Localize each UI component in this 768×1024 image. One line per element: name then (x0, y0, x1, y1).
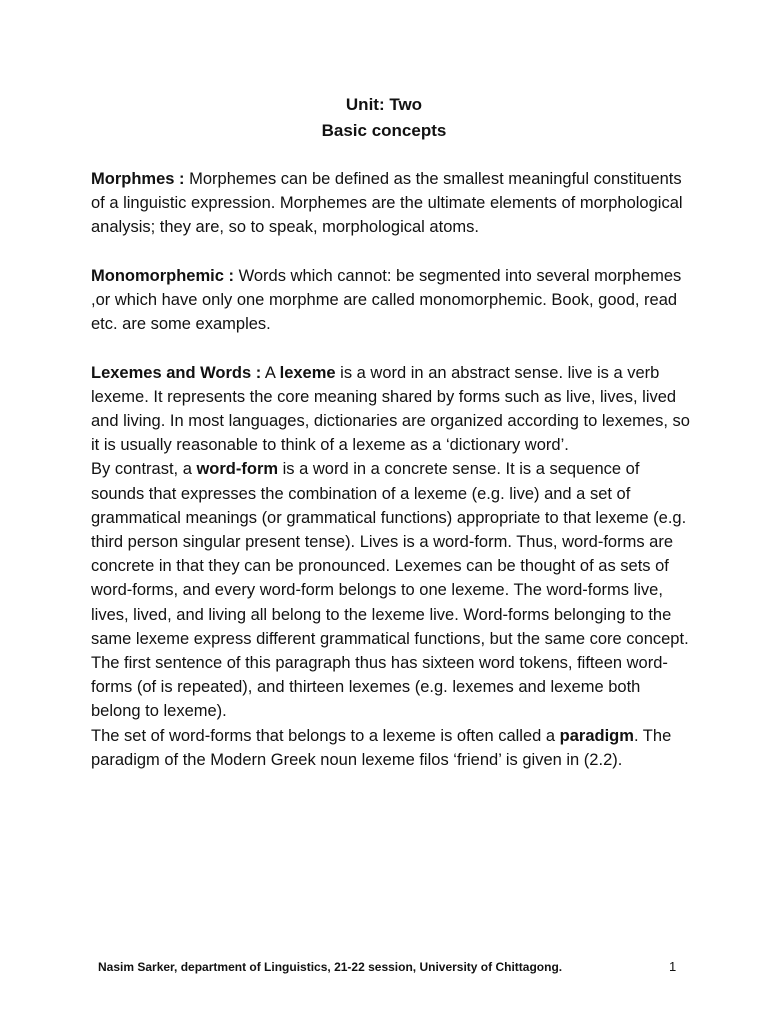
paradigm-text-a: The set of word-forms that belongs to a lexeme is often called a (91, 726, 560, 745)
lexeme-keyword: lexeme (279, 363, 336, 382)
monomorphemic-term: Monomorphemic : (91, 266, 234, 285)
paragraph-gap (91, 336, 691, 360)
word-form-paragraph (91, 457, 691, 723)
lexemes-text-a: A (261, 363, 280, 382)
word-form-text-b: is a word in a concrete sense. It is a sequence of sounds that expresses the combination of a lexeme (e.g. live) and a set of grammatical meanings (or grammatical functions) appropriate to that lexeme (e.g. third person singular present tense). Lives is a word-form. Thus, word-forms are concrete in that they can be pronounced. Lexemes can be thought of as sets of word-forms, and every word-form belongs to one lexeme. The word-forms live, lives, lived, and living all belong to the lexeme live. Word-forms belonging to the same lexeme express different grammatical functions, but the same core concept. The first sentence of this paragraph thus has sixteen word tokens, fifteen word-forms (of is repeated), and thirteen lexemes (e.g. lexemes and lexeme both belong to lexeme). (91, 460, 689, 721)
monomorphemic-paragraph (91, 264, 691, 337)
title-block (0, 92, 768, 144)
monomorphemic-definition: Words which cannot: be segmented into several morphemes ,or which have only one morphme are called monomorphemic. Book, good, read etc. are some examples. (91, 266, 682, 334)
morphemes-term: Morphmes : (91, 170, 185, 188)
paradigm-text-b: . The paradigm of the Modern Greek noun lexeme filos ‘friend’ is given in (2.2). (91, 726, 672, 769)
page-number: 1 (669, 959, 677, 974)
unit-heading: Unit: Two (345, 95, 423, 114)
morphemes-paragraph (91, 167, 691, 240)
lexemes-text-b: is a word in an abstract sense. live is a verb lexeme. It represents the core meaning shared by forms such as live, lives, lived and living. In most languages, dictionaries are organized according to lexemes, so it is usually reasonable to think of a lexeme as a ‘dictionary word’. (91, 363, 690, 455)
lexemes-term: Lexemes and Words : (91, 363, 262, 382)
paragraph-gap (91, 240, 691, 264)
word-form-text-a: By contrast, a (91, 460, 197, 479)
footer-credit: Nasim Sarker, department of Linguistics, 21-22 session, University of Chittagong. (98, 960, 563, 974)
morphemes-definition: Morphemes can be defined as the smallest meaningful constituents of a linguistic expression. Morphemes are the ultimate elements of morphological analysis; they are, so to speak, morphological atoms. (91, 170, 683, 237)
page-title: Basic concepts (321, 121, 447, 140)
paradigm-keyword: paradigm (559, 726, 634, 745)
lexemes-paragraph (91, 361, 691, 458)
word-form-keyword: word-form (196, 460, 279, 479)
paradigm-paragraph (91, 724, 691, 772)
document-body (91, 167, 691, 772)
